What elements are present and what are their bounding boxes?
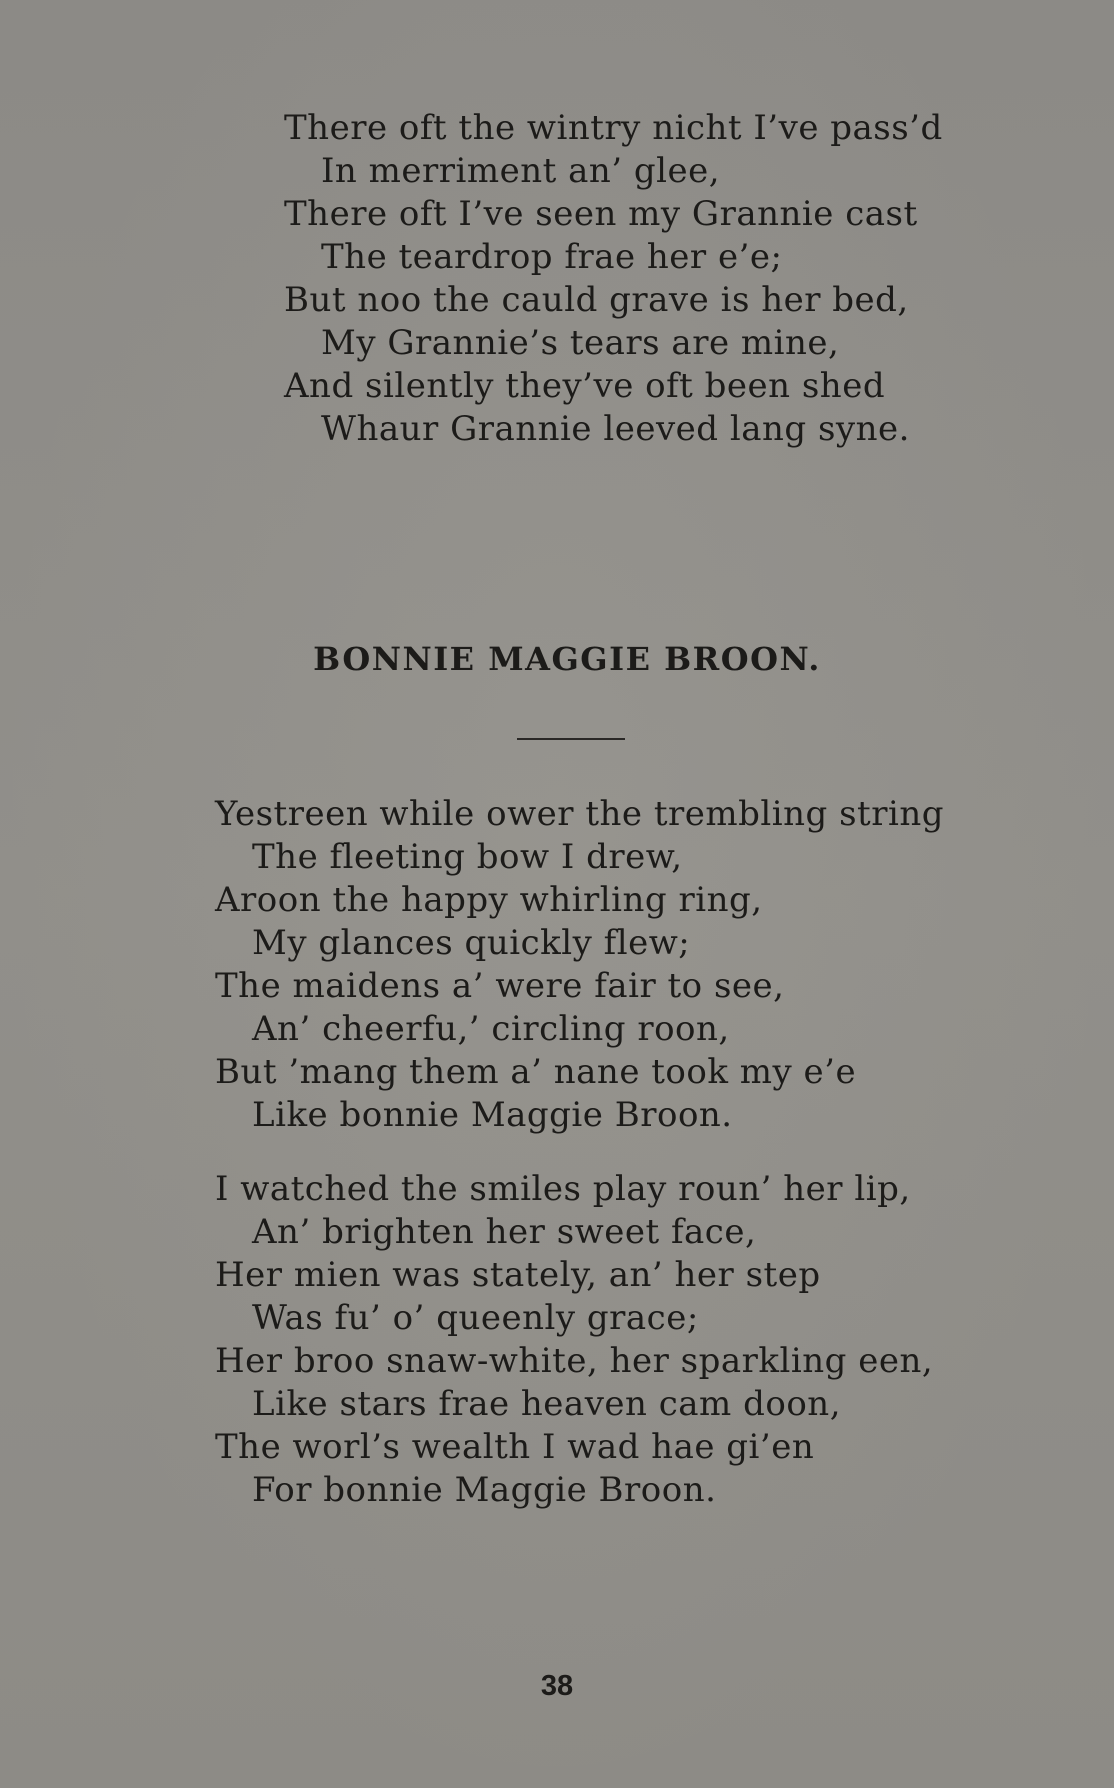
verse-line: Like stars frae heaven cam doon,: [252, 1384, 842, 1424]
poem-continuation-stanza: [284, 107, 943, 451]
verse-line: And silently they’ve oft been shed: [284, 366, 886, 406]
verse-line: An’ cheerfu,’ circling roon,: [252, 1009, 730, 1049]
verse-line: There oft the wintry nicht I’ve pass’d: [284, 108, 943, 148]
poem-title: BONNIE MAGGIE BROON.: [313, 640, 821, 678]
poem-stanza-1: [215, 793, 944, 1137]
title-divider: [517, 738, 625, 740]
verse-line: My glances quickly flew;: [252, 923, 691, 963]
verse-line: I watched the smiles play roun’ her lip,: [215, 1169, 911, 1209]
verse-line: The maidens a’ were fair to see,: [215, 966, 785, 1006]
verse-line: An’ brighten her sweet face,: [252, 1212, 757, 1252]
verse-line: Her broo snaw-white, her sparkling een,: [215, 1341, 934, 1381]
verse-line: The teardrop frae her e’e;: [321, 237, 783, 277]
verse-line: Like bonnie Maggie Broon.: [252, 1095, 733, 1135]
verse-line: Yestreen while ower the trembling string: [215, 794, 945, 834]
verse-line: But ’mang them a’ nane took my e’e: [215, 1052, 857, 1092]
verse-line: Was fu’ o’ queenly grace;: [252, 1298, 699, 1338]
verse-line: For bonnie Maggie Broon.: [252, 1470, 717, 1510]
verse-line: Her mien was stately, an’ her step: [215, 1255, 821, 1295]
verse-line: The fleeting bow I drew,: [252, 837, 683, 877]
verse-line: The worl’s wealth I wad hae gi’en: [215, 1427, 815, 1467]
verse-line: In merriment an’ glee,: [321, 151, 721, 191]
verse-line: Whaur Grannie leeved lang syne.: [321, 409, 910, 449]
verse-line: My Grannie’s tears are mine,: [321, 323, 840, 363]
verse-line: Aroon the happy whirling ring,: [215, 880, 763, 920]
page-number: 38: [540, 1670, 574, 1702]
verse-line: There oft I’ve seen my Grannie cast: [284, 194, 918, 234]
poem-stanza-2: [215, 1168, 933, 1512]
verse-line: But noo the cauld grave is her bed,: [284, 280, 909, 320]
